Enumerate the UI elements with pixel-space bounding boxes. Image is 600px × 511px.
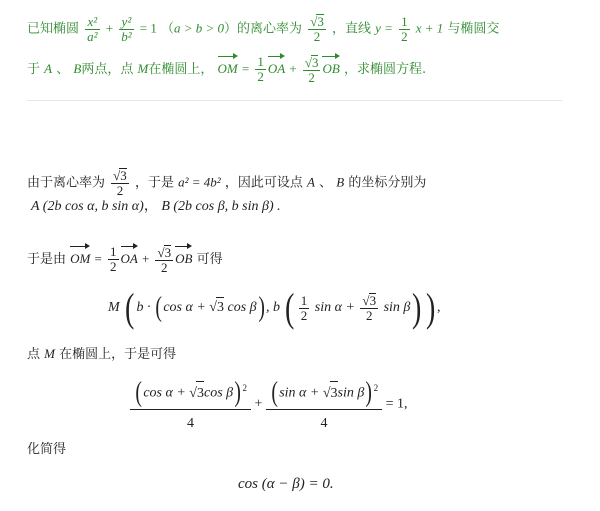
paren: ): [425, 285, 436, 330]
solution-text: 可得: [196, 252, 223, 267]
solution-text: 点: [27, 347, 41, 362]
solution-text: 化简得: [27, 442, 67, 457]
frac-sqrt3-over-2: $\frac{√3}{2}$: [157, 244, 172, 275]
trailing-comma: ,: [437, 300, 441, 316]
x-plus-one: x + 1: [415, 20, 444, 36]
coord-b: B (2b cos β, b sin β) .: [161, 199, 281, 214]
plus-sign: +: [289, 61, 297, 76]
frac-y2-b2: $\frac{\text{y²}}{\text{b²}}$: [121, 13, 132, 44]
solution-text: ，因此可设点: [224, 175, 303, 191]
paren-open: （: [160, 21, 174, 37]
solution-text: 的坐标分别为: [348, 175, 427, 191]
final-result: cos (α − β) = 0.: [238, 476, 334, 492]
point-a: A: [306, 174, 315, 190]
point-m: M: [44, 346, 55, 361]
line-label: ，直线: [331, 21, 371, 37]
frac-sqrt3-over-2: $\frac{√3}{2}$: [310, 14, 324, 44]
point-m: M: [108, 300, 120, 316]
problem-intro: 已知椭圆: [27, 21, 80, 37]
b-dot: b ·: [136, 300, 151, 316]
problem-line-1: [27, 14, 499, 44]
solution-line-3: [27, 244, 223, 275]
solution-text: ，于是: [134, 175, 174, 191]
comma: ，: [143, 198, 158, 214]
sin-alpha-plus: sin α +: [314, 300, 355, 316]
vector-ob: OB: [175, 244, 192, 269]
eccentricity-label: ）的离心率为: [224, 21, 303, 37]
paren: ): [258, 292, 265, 323]
vector-om: OM: [218, 54, 238, 79]
paren: (: [125, 285, 135, 330]
frac-1-over-2: $\frac{1}{2}$: [110, 244, 117, 274]
sin-beta: sin β: [383, 300, 411, 316]
frac-sqrt3-over-2: $\frac{√3}{2}$: [304, 54, 319, 85]
final-equation: [238, 474, 334, 494]
solution-text: 于是由: [27, 252, 67, 267]
solution-line-7: [27, 440, 66, 460]
equation-ellipse-condition: [130, 376, 408, 432]
two-points-label: 两点，点: [81, 62, 134, 77]
frac-1-over-2: $\frac{1}{2}$: [257, 54, 264, 84]
vector-oa: OA: [268, 54, 285, 79]
paren: (: [285, 285, 295, 330]
cos-alpha-plus: cos α +: [163, 300, 206, 316]
equals-one: = 1: [139, 20, 157, 36]
plus-sign: +: [141, 251, 150, 266]
solution-line-2: [31, 196, 281, 217]
equals-sign: =: [94, 251, 102, 266]
plus-sign: +: [105, 20, 114, 36]
vector-oa: OA: [121, 244, 138, 269]
solution-text: 在椭圆上，于是可得: [59, 347, 177, 362]
frac-cos-term: $\frac{(\cos \alpha + √3\cos \beta)^2}{4}$: [130, 376, 251, 432]
separator: 、: [319, 175, 333, 191]
solution-line-5: [27, 344, 176, 365]
equals-one: = 1,: [385, 396, 408, 412]
point-b: B: [336, 174, 345, 190]
yu-label: 于: [27, 62, 41, 77]
condition: a > b > 0: [173, 20, 225, 36]
frac-1-over-2: $\frac{1}{2}$: [401, 13, 408, 44]
problem-line-2: [27, 54, 426, 85]
solution-line-1: [27, 168, 426, 198]
vector-ob: OB: [322, 54, 339, 79]
comma-b: , b: [265, 300, 280, 316]
plus-sign: +: [254, 396, 263, 412]
frac-sqrt3-over-2: $\frac{√3}{2}$: [113, 168, 127, 198]
cos-beta: cos β: [227, 300, 257, 316]
frac-sqrt3-over-2: $\frac{√3}{2}$: [362, 293, 377, 323]
point-m: M: [137, 61, 149, 76]
separator: 、: [56, 62, 70, 77]
sqrt3: 3: [216, 297, 224, 318]
frac-x2-a2: $\frac{\text{x²}}{\text{a²}}$: [87, 13, 98, 44]
point-a: A: [44, 61, 53, 76]
frac-1-over-2: $\frac{1}{2}$: [300, 292, 308, 323]
ask-label: ，求椭圆方程.: [343, 62, 427, 77]
frac-sin-term: $\frac{(\sin \alpha + √3\sin \beta)^2}{4}$: [266, 376, 382, 432]
equals-sign: =: [241, 61, 250, 76]
intersect-label: 与椭圆交: [447, 21, 500, 37]
point-b: B: [73, 61, 82, 76]
equation-m-coords: M ( b · (cos α + √3 cos β), b ( $\frac{1}{2}$ sin α + $\frac{√3}{2}$ sin β)) ,: [108, 285, 441, 330]
solution-text: 由于离心率为: [27, 175, 106, 191]
y-equals: y =: [375, 20, 393, 36]
relation-a2-4b2: a² = 4b²: [178, 174, 221, 190]
on-ellipse-label: 在椭圆上，: [148, 62, 214, 77]
paren: ): [412, 285, 422, 330]
divider: [27, 100, 562, 101]
coord-a: A (2b cos α, b sin α): [31, 199, 144, 214]
paren: (: [155, 292, 162, 323]
vector-om: OM: [70, 244, 90, 269]
